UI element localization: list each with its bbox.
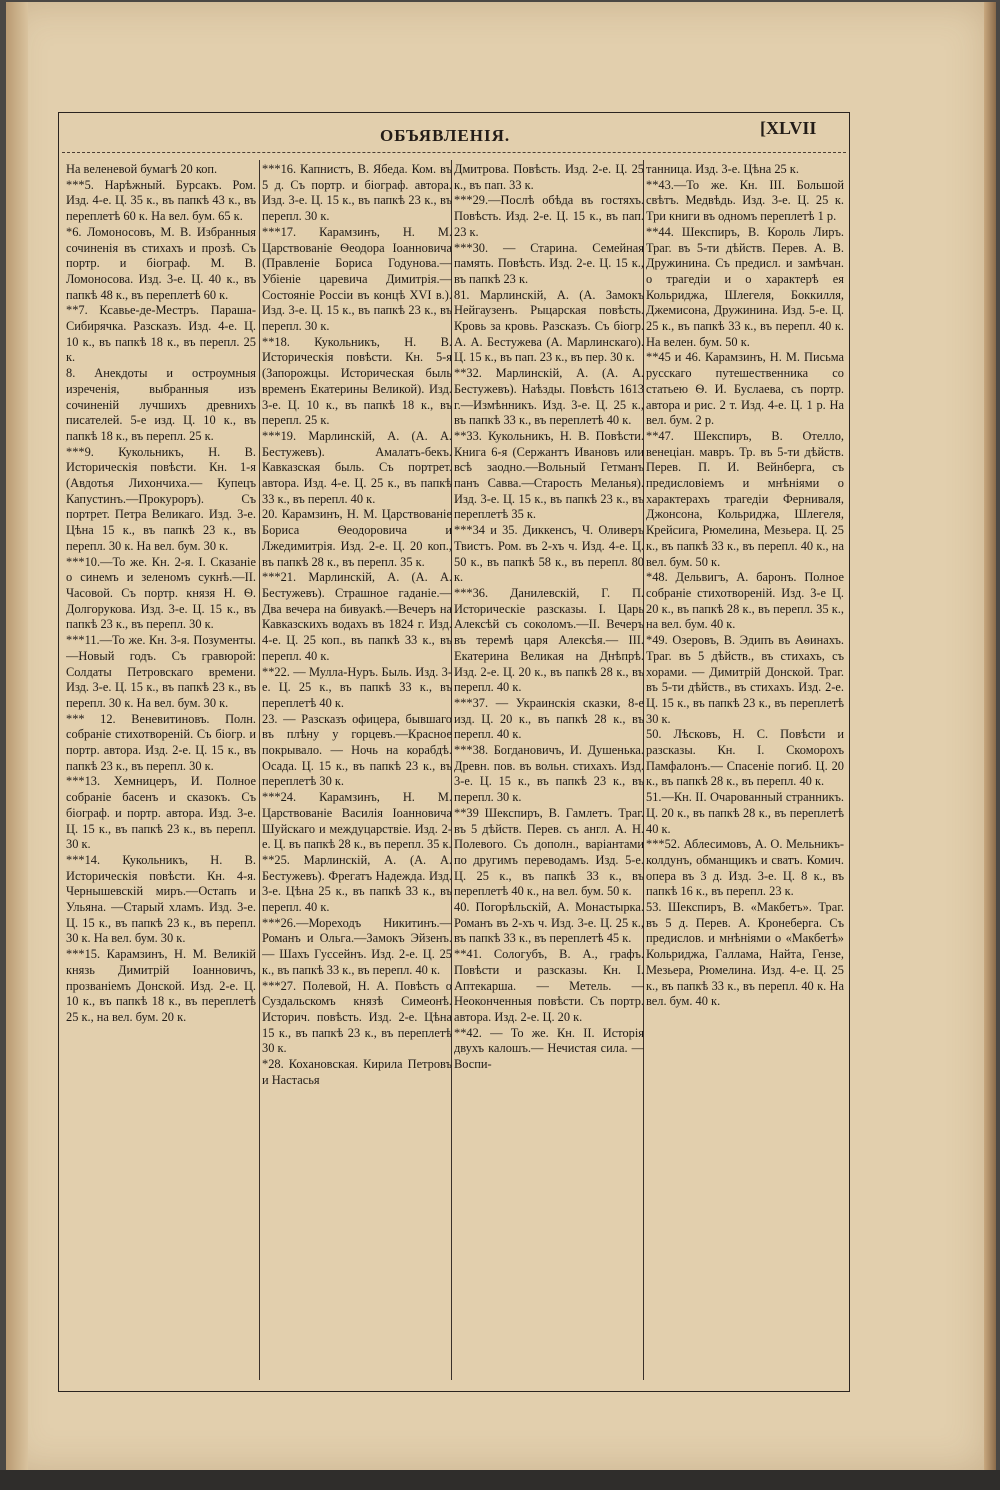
listing-entry: ***5. Нарѣжный. Бурсакъ. Ром. Изд. 4-е. Ц. 35 к., въ папкѣ 43 к., въ переплетѣ 60 к. На вел. бум. 65 к. (66, 177, 256, 224)
listing-entry: ***21. Марлинскій, А. (А. А. Бестужевъ). Страшное гаданіе.—Два вечера на бивуакѣ.—Вечеръ на Кавказскихъ водахъ въ 1824 г. Изд. 4-е. Ц. 25 коп., въ папкѣ 33 к., въ перепл. 40 к. (262, 570, 452, 663)
listing-entry: ***37. — Украинскія сказки, 8-е изд. Ц. 20 к., въ папкѣ 28 к., въ перепл. 40 к. (454, 695, 644, 742)
listing-entry: ***19. Марлинскій, А. (А. А. Бестужевъ). Амалатъ-бекъ. Кавказская быль. Съ портрет. автора. Изд. 4-е. Ц. 25 к., въ папкѣ 33 к., въ перепл. 40 к. (262, 428, 452, 506)
page-number: [XLVII (760, 118, 817, 138)
text-column-2 (262, 162, 452, 1382)
listing-entry: 8. Анекдоты и остроумныя изреченія, выбранныя изъ сочиненій лучшихъ древнихъ писателей. 5-е изд. Ц. 10 к., въ папкѣ 18 к., въ перепл. 25 к. (66, 366, 256, 443)
listing-entry: ***11.—То же. Кн. 3-я. Позументы.—Новый годъ. Съ гравюрой: Солдаты Петровскаго времени. Изд. 3-е. Ц. 15 к., въ папкѣ 23 к., въ перепл. 30 к. На вел. бум. 30 к. (66, 633, 256, 710)
listing-entry: **33. Кукольникъ, Н. В. Повѣсти. Книга 6-я (Сержантъ Ивановъ или всѣ заодно.—Вольный Гетманъ панъ Савва.—Старость Меланья). Изд. 3-е. Ц. 15 к., въ папкѣ 23 к., въ переплетѣ 35 к. (454, 428, 644, 522)
listing-entry: **42. — То же. Кн. II. Исторія двухъ калошъ.— Нечистая сила. — Воспи- (454, 1025, 644, 1072)
listing-entry: ***16. Капнистъ, В. Ябеда. Ком. въ 5 д. Съ портр. и біограф. автора. Изд. 3-е. Ц. 15 к., въ папкѣ 23 к., въ перепл. 30 к. (262, 162, 452, 224)
listing-entry: Дмитрова. Повѣсть. Изд. 2-е. Ц. 25 к., въ пап. 33 к. (454, 162, 644, 192)
listing-entry: **39 Шекспиръ, В. Гамлетъ. Траг. въ 5 дѣйств. Перев. съ англ. А. Н. Полевого. Съ дополн., варіантами по другимъ переводамъ. Изд. 5-е. Ц. 25 к., въ папкѣ 33 к., въ переплетѣ 40 к., на вел. бум. 50 к. (454, 805, 644, 899)
listing-entry: ***10.—То же. Кн. 2-я. I. Сказаніе о синемъ и зеленомъ сукнѣ.—II. Часовой. Съ портр. князя Н. Ѳ. Долгорукова. Изд. 3-е. Ц. 15 к., въ папкѣ 23 к., въ перепл. 30 к. (66, 554, 256, 632)
listing-entry: ***38. Богдановичъ, И. Душенька. Древн. пов. въ вольн. стихахъ. Изд. 3-е. Ц. 15 к., въ папкѣ 23 к., въ перепл. 30 к. (454, 743, 644, 805)
listing-entry: ***13. Хемницеръ, И. Полное собраніе басенъ и сказокъ. Съ біограф. и портр. автора. Изд. 3-е. Ц. 15 к., въ папкѣ 23 к., въ перепл. 30 к. (66, 774, 256, 852)
listing-entry: На веленевой бумагѣ 20 коп. (66, 162, 218, 176)
column-divider (259, 160, 260, 1380)
listing-entry: *28. Кохановская. Кирила Петровъ и Настасья (262, 1057, 452, 1087)
page-title: ОБЪЯВЛЕНІЯ. (380, 126, 511, 145)
listing-entry: ***30. — Старина. Семейная память. Повѣсть. Изд. 2-е. Ц. 15 к., въ папкѣ 23 к. (454, 240, 644, 286)
listing-entry: *** 12. Веневитиновъ. Полн. собраніе стихотвореній. Съ біогр. и портр. автора. Изд. 2-е. Ц. 15 к., въ папкѣ 23 к., въ перепл. 30 к. (66, 711, 256, 773)
listing-entry: ***17. Карамзинъ, Н. М. Царствованіе Ѳеодора Іоанновича (Правленіе Бориса Годунова.—Убіеніе царевича Димитрія.—Состояніе Россіи въ концѣ XVI в.). Изд. 3-е. Ц. 15 к., въ папкѣ 23 к., въ перепл. 30 к. (262, 224, 452, 334)
listing-entry: **41. Сологубъ, В. А., графъ. Повѣсти и разсказы. Кн. I. Аптекарша. — Метель. — Неоконченныя повѣсти. Съ портр. автора. Изд. 2-е. Ц. 20 к. (454, 947, 644, 1024)
listing-entry: **7. Ксавье-де-Местръ. Параша-Сибирячка. Разсказъ. Изд. 4-е. Ц. 10 к., въ папкѣ 18 к., въ перепл. 25 к. (66, 303, 256, 365)
listing-entry: **25. Марлинскій, А. (А. А. Бестужевъ). Фрегатъ Надежда. Изд. 3-е. Цѣна 25 к., въ папкѣ 33 к., въ перепл. 40 к. (262, 852, 452, 915)
listing-entry: **44. Шекспиръ, В. Король Лиръ. Траг. въ 5-ти дѣйств. Перев. А. В. Дружинина. Съ предисл. и замѣчан. о трагедіи и о характерѣ ея Кольриджа, Шлегеля, Боккилля, Джемисона, Дружинина. Изд. 5-е. Ц. 25 к., въ папкѣ 33 к., въ перепл. 40 к. На велен. бум. 50 к. (646, 224, 844, 349)
listing-entry: *49. Озеровъ, В. Эдипъ въ Аѳинахъ. Траг. въ 5 дѣйств., въ стихахъ, съ хорами. — Димитрій Донской. Траг. въ 5-ти дѣйств., въ стихахъ. Изд. 2-е. Ц. 15 к., въ папкѣ 23 к., въ переплетѣ 30 к. (646, 633, 844, 726)
listing-entry: ***15. Карамзинъ, Н. М. Великій князь Димитрій Іоанновичъ, прозваніемъ Донской. Изд. 2-е. Ц. 10 к., въ папкѣ 18 к., въ переплетѣ 25 к., на вел. бум. 20 к. (66, 947, 256, 1024)
text-column-1 (66, 162, 256, 1382)
listing-entry: ***27. Полевой, Н. А. Повѣсть о Суздальскомъ князѣ Симеонѣ. Историч. повѣсть. Изд. 2-е. Цѣна 15 к., въ папкѣ 23 к., въ переплетѣ 30 к. (262, 978, 452, 1056)
listing-entry: 81. Марлинскій, А. (А. Замокъ Нейгаузенъ. Рыцарская повѣсть. Кровь за кровь. Разсказъ. Съ біогр. А. А. Бестужева (А. Марлинскаго). Ц. 15 к., въ пап. 23 к., въ пер. 30 к. (454, 287, 644, 365)
background-strip (0, 1470, 1000, 1490)
listing-entry: *6. Ломоносовъ, М. В. Избранныя сочиненія въ стихахъ и прозѣ. Съ портр. и біограф. М. В. Ломоносова. Изд. 3-е. Ц. 40 к., въ папкѣ 48 к., въ переплетѣ 60 к. (66, 224, 256, 302)
listing-entry: 51.—Кн. II. Очарованный странникъ. Ц. 20 к., въ папкѣ 28 к., въ переплетѣ 40 к. (646, 790, 844, 836)
listing-entry: ***9. Кукольникъ, Н. В. Историческія повѣсти. Кн. 1-я (Авдотья Лихончиха.— Купецъ Капустинъ.—Прокуроръ). Съ портрет. Петра Великаго. Изд. 3-е. Цѣна 15 к., въ папкѣ 23 к., въ перепл. 30 к. На вел. бум. 30 к. (66, 444, 256, 553)
listing-entry: 20. Карамзинъ, Н. М. Царствованіе Бориса Ѳеодоровича и Лжедимитрія. Изд. 2-е. Ц. 20 коп., въ папкѣ 28 к., въ перепл. 35 к. (262, 507, 452, 569)
listing-entry: 23. — Разсказъ офицера, бывшаго въ плѣну у горцевъ.—Красное покрывало. — Ночь на корабдѣ. Осада. Ц. 15 к., въ папкѣ 23 к., въ переплетѣ 30 к. (262, 711, 452, 789)
listing-entry: 53. Шекспиръ, В. «Макбетъ». Траг. въ 5 д. Перев. А. Кронеберга. Съ предислов. и мнѣніями о «Макбетѣ» Кольриджа, Галлама, Найта, Гензе, Мезьера, Рюмелина. Изд. 4-е. Ц. 25 к., въ папкѣ 33 к., въ перепл. 40 к. На вел. бум. 40 к. (646, 900, 844, 1009)
listing-entry: танница. Изд. 3-е. Цѣна 25 к. (646, 162, 799, 176)
listing-entry: **43.—То же. Кн. III. Большой свѣтъ. Медвѣдь. Изд. 3-е. Ц. 25 к. Три книги въ одномъ переплетѣ 1 р. (646, 177, 844, 224)
listing-entry: **32. Марлинскій, А. (А. А. Бестужевъ). Наѣзды. Повѣсть 1613 г.—Измѣнникъ. Изд. 3-е. Ц. 25 к., въ папкѣ 33 к., въ переплетѣ 40 к. (454, 366, 644, 428)
text-column-4 (646, 162, 844, 1382)
listing-entry: ***14. Кукольникъ, Н. В. Историческія повѣсти. Кн. 4-я. Чернышевскій миръ.—Остапъ и Ульяна. —Старый хламъ. Изд. 3-е. Ц. 15 к., въ папкѣ 23 к., въ перепл. 30 к. На вел. бум. 30 к. (66, 852, 256, 946)
listing-entry: **22. — Мулла-Нуръ. Быль. Изд. 3-е. Ц. 25 к., въ папкѣ 33 к., въ переплетѣ 40 к. (262, 664, 452, 710)
listing-entry: 50. Лѣсковъ, Н. С. Повѣсти и разсказы. Кн. I. Скоморохъ Памфалонъ.— Спасеніе погиб. Ц. 20 к., въ папкѣ 28 к., въ перепл. 40 к. (646, 727, 844, 789)
listing-entry: *48. Дельвигъ, А. баронъ. Полное собраніе стихотвореній. Изд. 3-е Ц. 20 к., въ папкѣ 28 к., въ перепл. 35 к., на вел. бум. 40 к. (646, 570, 844, 632)
listing-entry: ***29.—Послѣ обѣда въ гостяхъ. Повѣсть. Изд. 2-е. Ц. 15 к., въ пап. 23 к. (454, 193, 644, 239)
listing-entry: ***52. Аблесимовъ, А. О. Мельникъ-колдунъ, обманщикъ и сватъ. Комич. опера въ 3 д. Изд. 3-е. Ц. 8 к., въ папкѣ 16 к., въ перепл. 23 к. (646, 837, 844, 899)
listing-entry: 40. Погорѣльскій, А. Монастырка. Романъ въ 2-хъ ч. Изд. 3-е. Ц. 25 к., въ папкѣ 33 к., въ переплетѣ 45 к. (454, 900, 644, 946)
text-column-3 (454, 162, 644, 1382)
listing-entry: **47. Шекспиръ, В. Отелло, венеціан. мавръ. Тр. въ 5-ти дѣйств. Перев. П. И. Вейнберга, съ предисловіемъ и мнѣніями о характерахъ трагедіи Ферниваля, Джонсона, Кольриджа, Шлегеля, Крейсига, Рюмелина, Мезьера. Ц. 25 к., въ папкѣ 33 к., въ перепл. 40 к., на вел. бум. 50 к. (646, 428, 844, 569)
book-spine (6, 2, 28, 1472)
listing-entry: ***26.—Мореходъ Никитинъ.—Романъ и Ольга.—Замокъ Эйзенъ. — Шахъ Гуссейнъ. Изд. 2-е. Ц. 25 к., въ папкѣ 33 к., въ перепл. 40 к. (262, 915, 452, 977)
listing-entry: ***36. Данилевскій, Г. П. Историческіе разсказы. I. Царь Алексѣй съ соколомъ.—II. Вечеръ въ теремѣ царя Алексѣя.— III. Екатерина Великая на Днѣпрѣ. Изд. 2-е. Ц. 20 к., въ папкѣ 28 к., въ перепл. 40 к. (454, 585, 644, 695)
listing-entry: **45 и 46. Карамзинъ, Н. М. Письма русскаго путешественника со статьею Ѳ. И. Буслаева, съ портр. автора и рис. 2 т. Изд. 4-е. Ц. 1 р. На вел. бум. 2 р. (646, 350, 844, 428)
listing-entry: ***24. Карамзинъ, Н. М. Царствованіе Василія Іоанновича Шуйскаго и междуцарствіе. Изд. 2-е. Ц. въ папкѣ 28 к., въ перепл. 35 к. (262, 790, 452, 852)
listing-entry: ***34 и 35. Диккенсъ, Ч. Оливеръ Твистъ. Ром. въ 2-хъ ч. Изд. 4-е. Ц. 50 к., въ папкѣ 58 к., въ перепл. 80 к. (454, 523, 644, 585)
page-edge (984, 2, 996, 1472)
listing-entry: **18. Кукольникъ, Н. В. Историческія повѣсти. Кн. 5-я (Запорожцы. Историческая быль временъ Екатерины Великой). Изд. 3-е. Ц. 10 к., въ папкѣ 18 к., въ перепл. 25 к. (262, 334, 452, 428)
